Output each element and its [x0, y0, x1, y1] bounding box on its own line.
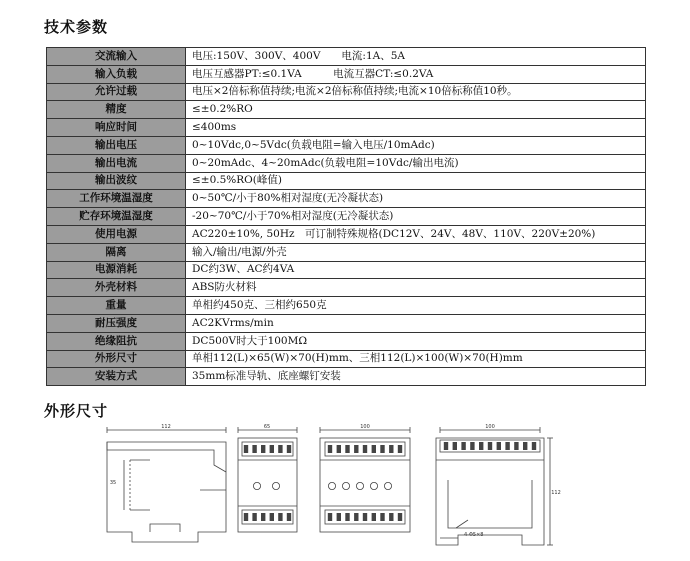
terminal-screw: [363, 513, 367, 521]
terminal-screw: [479, 442, 483, 450]
spec-row: [47, 350, 646, 368]
terminal-screw: [328, 445, 332, 453]
spec-value: 电压:150V、300V、400V 电流:1A、5A: [186, 48, 646, 66]
spec-value: ABS防火材料: [186, 279, 646, 297]
spec-row: [47, 368, 646, 386]
three-width-label: 100: [360, 424, 370, 430]
spec-row: [47, 243, 646, 261]
spec-label: 电源消耗: [47, 261, 186, 279]
side-height-label: 35: [109, 480, 117, 486]
spec-value: 电压互感器PT:≤0.1VA 电流互器CT:≤0.2VA: [186, 65, 646, 83]
spec-value: 单相约450克、三相约650克: [186, 297, 646, 315]
spec-row: [47, 172, 646, 190]
spec-row: [47, 261, 646, 279]
spec-label: 重量: [47, 297, 186, 315]
hole-label: 4-Φ5×8: [464, 532, 484, 538]
spec-row: [47, 48, 646, 66]
spec-label: 输出波纹: [47, 172, 186, 190]
terminal-screw: [270, 513, 274, 521]
spec-heading: 技术参数: [44, 18, 109, 36]
terminal-screw: [252, 445, 256, 453]
spec-value: ≤±0.2%RO: [186, 101, 646, 119]
side-view-drawing: [107, 427, 226, 542]
spec-row: [47, 101, 646, 119]
spec-label: 外壳材料: [47, 279, 186, 297]
spec-label: 安装方式: [47, 368, 186, 386]
spec-value: -20~70℃/小于70%相对湿度(无冷凝状态): [186, 208, 646, 226]
spec-label: 响应时间: [47, 119, 186, 137]
spec-row: [47, 136, 646, 154]
dimension-drawings: [0, 420, 690, 561]
terminal-screw: [505, 442, 509, 450]
spec-value: AC220±10%, 50Hz 可订制特殊规格(DC12V、24V、48V、110V、220V±20%): [186, 225, 646, 243]
terminal-screw: [389, 445, 393, 453]
terminal-screw: [261, 445, 265, 453]
terminal-screw: [453, 442, 457, 450]
spec-row: [47, 83, 646, 101]
terminal-screw: [523, 442, 527, 450]
terminal-screw: [337, 513, 341, 521]
spec-label: 隔离: [47, 243, 186, 261]
terminal-screw: [372, 445, 376, 453]
terminal-screw: [278, 445, 282, 453]
terminal-screw: [345, 445, 349, 453]
terminal-screw: [497, 442, 501, 450]
spec-row: [47, 297, 646, 315]
spec-value: AC2KVrms/min: [186, 314, 646, 332]
spec-row: [47, 119, 646, 137]
spec-value: DC500V时大于100MΩ: [186, 332, 646, 350]
dimensions-heading: 外形尺寸: [44, 402, 109, 420]
terminal-screw: [244, 445, 248, 453]
spec-label: 允许过载: [47, 83, 186, 101]
spec-label: 使用电源: [47, 225, 186, 243]
terminal-screw: [389, 513, 393, 521]
spec-label: 耐压强度: [47, 314, 186, 332]
spec-row: [47, 154, 646, 172]
spec-row: [47, 314, 646, 332]
spec-label: 贮存环境温湿度: [47, 208, 186, 226]
spec-row: [47, 190, 646, 208]
side-width-label: 112: [161, 424, 171, 430]
terminal-screw: [461, 442, 465, 450]
spec-label: 外形尺寸: [47, 350, 186, 368]
spec-value: 0~20mAdc、4~20mAdc(负载电阻=10Vdc/输出电流): [186, 154, 646, 172]
terminal-screw: [278, 513, 282, 521]
spec-table: [46, 47, 646, 386]
spec-value: 0~50℃/小于80%相对湿度(无冷凝状态): [186, 190, 646, 208]
spec-row: [47, 65, 646, 83]
spec-row: [47, 208, 646, 226]
spec-value: DC约3W、AC约4VA: [186, 261, 646, 279]
terminal-screw: [287, 445, 291, 453]
single-width-label: 65: [263, 424, 271, 430]
spec-value: 电压×2倍标称值持续;电流×2倍标称值持续;电流×10倍标称值10秒。: [186, 83, 646, 101]
spec-value: 0~10Vdc,0~5Vdc(负载电阻=输入电压/10mAdc): [186, 136, 646, 154]
terminal-screw: [488, 442, 492, 450]
bottom-height-label: 112: [551, 490, 561, 496]
terminal-screw: [345, 513, 349, 521]
spec-row: [47, 332, 646, 350]
terminal-screw: [398, 513, 402, 521]
spec-label: 绝缘阻抗: [47, 332, 186, 350]
terminal-screw: [380, 513, 384, 521]
terminal-screw: [470, 442, 474, 450]
spec-value: 单相112(L)×65(W)×70(H)mm、三相112(L)×100(W)×70(H)mm: [186, 350, 646, 368]
terminal-screw: [514, 442, 518, 450]
spec-label: 精度: [47, 101, 186, 119]
spec-label: 交流输入: [47, 48, 186, 66]
terminal-screw: [328, 513, 332, 521]
terminal-screw: [372, 513, 376, 521]
spec-row: [47, 279, 646, 297]
spec-label: 工作环境温湿度: [47, 190, 186, 208]
spec-value: ≤±0.5%RO(峰值): [186, 172, 646, 190]
terminal-screw: [354, 513, 358, 521]
terminal-screw: [380, 445, 384, 453]
terminal-screw: [287, 513, 291, 521]
terminal-screw: [252, 513, 256, 521]
terminal-screw: [270, 445, 274, 453]
spec-value: ≤400ms: [186, 119, 646, 137]
spec-row: [47, 225, 646, 243]
spec-label: 输入负载: [47, 65, 186, 83]
terminal-screw: [363, 445, 367, 453]
terminal-screw: [444, 442, 448, 450]
terminal-screw: [261, 513, 265, 521]
bottom-width-label: 100: [485, 424, 495, 430]
spec-label: 输出电压: [47, 136, 186, 154]
spec-value: 输入/输出/电源/外壳: [186, 243, 646, 261]
spec-value: 35mm标准导轨、底座螺钉安装: [186, 368, 646, 386]
terminal-screw: [398, 445, 402, 453]
terminal-screw: [244, 513, 248, 521]
terminal-screw: [337, 445, 341, 453]
terminal-screw: [354, 445, 358, 453]
spec-label: 输出电流: [47, 154, 186, 172]
terminal-screw: [532, 442, 536, 450]
